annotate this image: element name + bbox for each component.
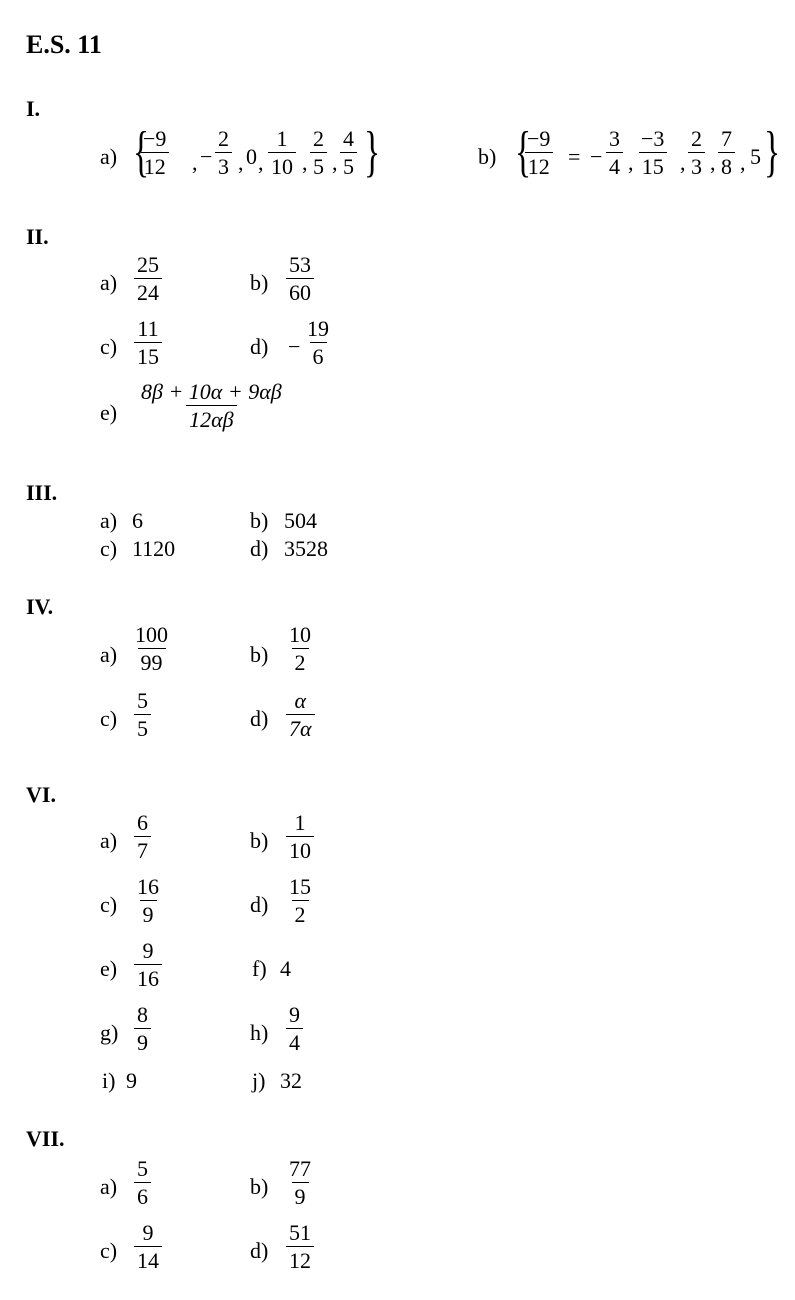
answer-VII-b: $\frac{77}{9}$ bbox=[289, 1156, 311, 1209]
answer-VI-g: $\frac{8}{9}$ bbox=[134, 1004, 151, 1054]
answer-VI-j: 32 bbox=[280, 1068, 302, 1093]
answer-III-a: 6 bbox=[132, 508, 143, 533]
label-IV-c: c) bbox=[100, 706, 118, 731]
answer-IV-c: $\frac{5}{5}$ bbox=[134, 690, 151, 740]
section-heading-VII: VII. bbox=[26, 1126, 65, 1151]
label-VII-a: a) bbox=[100, 1174, 118, 1199]
answer-VI-a: $\frac{6}{7}$ bbox=[134, 812, 151, 862]
left-brace-icon: { bbox=[515, 121, 532, 183]
answer-II-b: $\frac{53}{60}$ bbox=[286, 254, 314, 304]
answer-III-c: 1120 bbox=[132, 536, 176, 561]
section-heading-I: I. bbox=[26, 96, 41, 121]
answer-I-b-first: $\frac{-9}{12}$ bbox=[524, 128, 553, 178]
label-VII-d: d) bbox=[250, 1238, 269, 1263]
label-VII-b: b) bbox=[250, 1174, 269, 1199]
label-IV-d: d) bbox=[250, 706, 269, 731]
left-brace-icon: { bbox=[133, 121, 150, 183]
label-III-c: c) bbox=[100, 536, 118, 561]
answer-I-a-item-6: $\frac{4}{5}$ bbox=[340, 128, 357, 178]
label-VI-h: h) bbox=[250, 1020, 269, 1045]
label-VI-d: d) bbox=[250, 892, 269, 917]
answer-II-c: $\frac{11}{15}$ bbox=[134, 318, 162, 368]
label-I-b: b) bbox=[478, 144, 497, 169]
minus-sign: − bbox=[288, 334, 301, 359]
answer-VI-i: 9 bbox=[126, 1068, 137, 1093]
label-VII-c: c) bbox=[100, 1238, 118, 1263]
answer-VI-c: $\frac{16}{9}$ bbox=[137, 874, 159, 927]
answer-VII-d: $\frac{51}{12}$ bbox=[286, 1222, 314, 1272]
answer-I-b-item-5: 5 bbox=[750, 144, 761, 169]
section-heading-IV: IV. bbox=[26, 594, 54, 619]
label-I-a: a) bbox=[100, 144, 118, 169]
answer-III-d: 3528 bbox=[284, 536, 328, 561]
answer-I-a-item-1: $\frac{-9}{12}$ bbox=[140, 128, 169, 178]
label-II-a: a) bbox=[100, 270, 118, 295]
label-III-b: b) bbox=[250, 508, 269, 533]
answer-VII-c: $\frac{9}{14}$ bbox=[134, 1222, 162, 1272]
label-VI-g: g) bbox=[100, 1020, 119, 1045]
answer-IV-d: $\frac{\alpha}{7\alpha}$ bbox=[286, 690, 315, 740]
answer-VII-a: $\frac{5}{6}$ bbox=[134, 1158, 151, 1208]
right-brace-icon: } bbox=[764, 121, 781, 183]
label-VI-e: e) bbox=[100, 956, 118, 981]
right-brace-icon: } bbox=[364, 121, 381, 183]
answer-II-d: $\frac{19}{6}$ bbox=[307, 316, 329, 369]
label-VI-f: f) bbox=[252, 956, 267, 981]
minus-sign: − bbox=[200, 144, 213, 169]
label-IV-b: b) bbox=[250, 642, 269, 667]
label-IV-a: a) bbox=[100, 642, 118, 667]
label-III-a: a) bbox=[100, 508, 118, 533]
answer-I-a-item-3: 0 bbox=[246, 144, 257, 169]
equals-sign: = bbox=[568, 144, 581, 169]
answer-VI-b: $\frac{1}{10}$ bbox=[286, 812, 314, 862]
label-VI-j: j) bbox=[252, 1068, 266, 1093]
section-heading-III: III. bbox=[26, 480, 58, 505]
label-VI-c: c) bbox=[100, 892, 118, 917]
label-VI-b: b) bbox=[250, 828, 269, 853]
label-III-d: d) bbox=[250, 536, 269, 561]
answer-IV-a: $\frac{100}{99}$ bbox=[135, 622, 168, 675]
answer-I-b-item-1: $\frac{3}{4}$ bbox=[606, 128, 623, 178]
label-II-e: e) bbox=[100, 400, 118, 425]
label-II-d: d) bbox=[250, 334, 269, 359]
page-title: E.S. 11 bbox=[26, 30, 102, 59]
answer-VI-e: $\frac{9}{16}$ bbox=[134, 940, 162, 990]
label-II-b: b) bbox=[250, 270, 269, 295]
answer-I-a-item-4: $\frac{1}{10}$ bbox=[268, 128, 296, 178]
answer-I-b-item-4: $\frac{7}{8}$ bbox=[718, 128, 735, 178]
answer-II-a: $\frac{25}{24}$ bbox=[134, 254, 162, 304]
answer-VI-f: 4 bbox=[280, 956, 291, 981]
answer-I-a-item-5: $\frac{2}{5}$ bbox=[310, 128, 327, 178]
section-heading-II: II. bbox=[26, 224, 49, 249]
answer-I-a-item-2: $\frac{2}{3}$ bbox=[215, 128, 232, 178]
answer-I-b-item-3: $\frac{2}{3}$ bbox=[688, 128, 705, 178]
section-heading-VI: VI. bbox=[26, 782, 56, 807]
answer-IV-b: $\frac{10}{2}$ bbox=[289, 622, 311, 675]
answer-I-b-item-2: $\frac{-3}{15}$ bbox=[638, 128, 667, 178]
label-II-c: c) bbox=[100, 334, 118, 359]
minus-sign: − bbox=[590, 144, 603, 169]
answer-VI-d: $\frac{15}{2}$ bbox=[289, 874, 311, 927]
answer-VI-h: $\frac{9}{4}$ bbox=[286, 1004, 303, 1054]
label-VI-i: i) bbox=[102, 1068, 116, 1093]
answer-II-e: $\frac{8\beta + 10\alpha + 9\alpha\beta}{12\alpha\beta}$ bbox=[141, 379, 282, 432]
answer-III-b: 504 bbox=[284, 508, 317, 533]
label-VI-a: a) bbox=[100, 828, 118, 853]
